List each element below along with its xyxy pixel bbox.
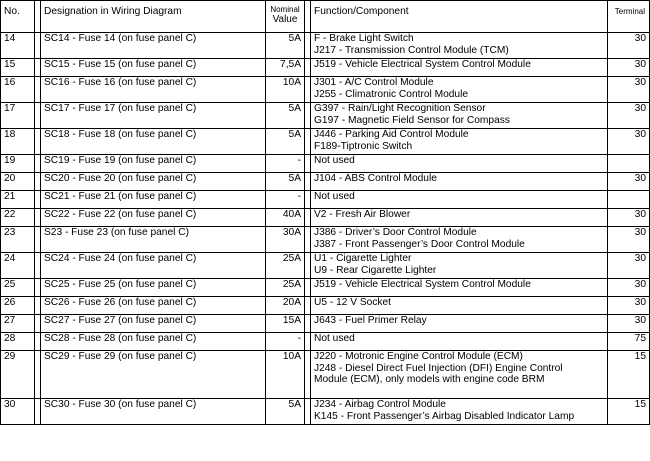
- function-line: U1 - Cigarette Lighter: [314, 253, 412, 264]
- row-terminal: 30: [608, 227, 650, 253]
- table-row: [1, 297, 650, 315]
- table-row: [1, 227, 650, 253]
- function-line: K145 - Front Passenger’s Airbag Disabled Indicator Lamp: [314, 410, 575, 422]
- row-function: [311, 155, 608, 173]
- row-nominal-value: 5A: [266, 103, 305, 129]
- row-nominal-value: 10A: [266, 77, 305, 103]
- row-designation: SC25 - Fuse 25 (on fuse panel C): [41, 279, 266, 297]
- row-terminal: [608, 155, 650, 173]
- row-number: 15: [1, 59, 35, 77]
- row-terminal: 30: [608, 173, 650, 191]
- row-terminal: 30: [608, 103, 650, 129]
- table-row: [1, 103, 650, 129]
- row-number: 26: [1, 297, 35, 315]
- row-number: 14: [1, 33, 35, 59]
- row-number: 21: [1, 191, 35, 209]
- function-line: G397 - Rain/Light Recognition Sensor: [314, 103, 486, 114]
- row-number: 30: [1, 399, 35, 425]
- function-line: Not used: [314, 155, 355, 166]
- row-nominal-value: 25A: [266, 253, 305, 279]
- function-line: J387 - Front Passenger’s Door Control Module: [314, 238, 525, 250]
- function-line: J248 - Diesel Direct Fuel Injection (DFI) Engine Control: [314, 362, 563, 374]
- row-terminal: 30: [608, 253, 650, 279]
- row-nominal-value: 10A: [266, 351, 305, 399]
- row-number: 16: [1, 77, 35, 103]
- row-terminal: 15: [608, 399, 650, 425]
- function-line: J643 - Fuel Primer Relay: [314, 315, 427, 326]
- function-line: J446 - Parking Aid Control Module: [314, 129, 469, 140]
- row-number: 19: [1, 155, 35, 173]
- function-line: Not used: [314, 333, 355, 344]
- row-number: 18: [1, 129, 35, 155]
- row-designation: SC28 - Fuse 28 (on fuse panel C): [41, 333, 266, 351]
- row-terminal: 30: [608, 297, 650, 315]
- row-number: 20: [1, 173, 35, 191]
- table-row: [1, 59, 650, 77]
- row-terminal: 30: [608, 59, 650, 77]
- row-number: 29: [1, 351, 35, 399]
- row-nominal-value: 20A: [266, 297, 305, 315]
- function-line: J217 - Transmission Control Module (TCM): [314, 44, 509, 56]
- row-terminal: 30: [608, 33, 650, 59]
- row-function: [311, 191, 608, 209]
- row-nominal-value: 30A: [266, 227, 305, 253]
- header-row: [1, 1, 650, 33]
- row-number: 27: [1, 315, 35, 333]
- table-row: [1, 333, 650, 351]
- row-terminal: 30: [608, 209, 650, 227]
- row-designation: SC26 - Fuse 26 (on fuse panel C): [41, 297, 266, 315]
- function-line: J519 - Vehicle Electrical System Control Module: [314, 279, 531, 290]
- header-terminal: Terminal: [608, 1, 650, 33]
- row-designation: SC16 - Fuse 16 (on fuse panel C): [41, 77, 266, 103]
- function-line: U5 - 12 V Socket: [314, 297, 392, 308]
- table-row: [1, 155, 650, 173]
- row-number: 24: [1, 253, 35, 279]
- function-line: F - Brake Light Switch: [314, 33, 414, 44]
- row-terminal: [608, 191, 650, 209]
- row-nominal-value: 5A: [266, 129, 305, 155]
- row-designation: SC27 - Fuse 27 (on fuse panel C): [41, 315, 266, 333]
- table-row: [1, 173, 650, 191]
- function-line: V2 - Fresh Air Blower: [314, 209, 411, 220]
- row-nominal-value: -: [266, 333, 305, 351]
- row-terminal: 30: [608, 315, 650, 333]
- row-terminal: 30: [608, 77, 650, 103]
- row-nominal-value: 15A: [266, 315, 305, 333]
- table-row: [1, 399, 650, 425]
- row-designation: SC30 - Fuse 30 (on fuse panel C): [41, 399, 266, 425]
- table-row: [1, 33, 650, 59]
- row-nominal-value: 25A: [266, 279, 305, 297]
- row-designation: SC17 - Fuse 17 (on fuse panel C): [41, 103, 266, 129]
- header-nominal: Nominal: [270, 5, 300, 14]
- header-function: Function/Component: [311, 1, 608, 33]
- row-function: [311, 33, 608, 59]
- row-nominal-value: 40A: [266, 209, 305, 227]
- row-designation: SC19 - Fuse 19 (on fuse panel C): [41, 155, 266, 173]
- row-designation: SC24 - Fuse 24 (on fuse panel C): [41, 253, 266, 279]
- row-function: [311, 399, 608, 425]
- row-function: [311, 77, 608, 103]
- row-designation: SC18 - Fuse 18 (on fuse panel C): [41, 129, 266, 155]
- row-function: [311, 315, 608, 333]
- function-line: J104 - ABS Control Module: [314, 173, 437, 184]
- table-row: [1, 129, 650, 155]
- row-function: [311, 59, 608, 77]
- row-function: [311, 103, 608, 129]
- table-row: [1, 279, 650, 297]
- row-function: [311, 333, 608, 351]
- header-nominal-value: [266, 1, 305, 33]
- row-nominal-value: -: [266, 155, 305, 173]
- row-number: 25: [1, 279, 35, 297]
- function-line: Not used: [314, 191, 355, 202]
- row-function: [311, 209, 608, 227]
- row-designation: SC14 - Fuse 14 (on fuse panel C): [41, 33, 266, 59]
- row-designation: SC20 - Fuse 20 (on fuse panel C): [41, 173, 266, 191]
- row-designation: SC29 - Fuse 29 (on fuse panel C): [41, 351, 266, 399]
- header-no: No.: [1, 1, 35, 33]
- function-line: J234 - Airbag Control Module: [314, 399, 446, 410]
- row-function: [311, 129, 608, 155]
- row-designation: SC15 - Fuse 15 (on fuse panel C): [41, 59, 266, 77]
- row-function: [311, 297, 608, 315]
- row-terminal: 30: [608, 279, 650, 297]
- function-line: U9 - Rear Cigarette Lighter: [314, 264, 437, 276]
- function-line: J301 - A/C Control Module: [314, 77, 434, 88]
- fuse-table-body: [1, 33, 650, 425]
- table-row: [1, 253, 650, 279]
- table-row: [1, 77, 650, 103]
- row-number: 17: [1, 103, 35, 129]
- function-line: J255 - Climatronic Control Module: [314, 88, 469, 100]
- row-nominal-value: 5A: [266, 399, 305, 425]
- row-number: 23: [1, 227, 35, 253]
- row-nominal-value: 5A: [266, 173, 305, 191]
- row-function: [311, 173, 608, 191]
- row-terminal: 75: [608, 333, 650, 351]
- function-line: F189-Tiptronic Switch: [314, 140, 413, 152]
- function-line: J386 - Driver’s Door Control Module: [314, 227, 477, 238]
- row-number: 22: [1, 209, 35, 227]
- row-terminal: 15: [608, 351, 650, 399]
- header-value: Value: [272, 14, 298, 25]
- row-function: [311, 227, 608, 253]
- function-line: J220 - Motronic Engine Control Module (ECM): [314, 351, 523, 362]
- row-nominal-value: 5A: [266, 33, 305, 59]
- row-number: 28: [1, 333, 35, 351]
- row-designation: S23 - Fuse 23 (on fuse panel C): [41, 227, 266, 253]
- function-line: J519 - Vehicle Electrical System Control Module: [314, 59, 531, 70]
- header-designation: Designation in Wiring Diagram: [41, 1, 266, 33]
- row-nominal-value: -: [266, 191, 305, 209]
- table-row: [1, 209, 650, 227]
- row-function: [311, 351, 608, 399]
- row-function: [311, 279, 608, 297]
- function-line: Module (ECM), only models with engine code BRM: [314, 374, 545, 386]
- function-line: G197 - Magnetic Field Sensor for Compass: [314, 114, 510, 126]
- row-terminal: 30: [608, 129, 650, 155]
- table-row: [1, 351, 650, 399]
- table-row: [1, 191, 650, 209]
- row-designation: SC22 - Fuse 22 (on fuse panel C): [41, 209, 266, 227]
- table-row: [1, 315, 650, 333]
- row-nominal-value: 7,5A: [266, 59, 305, 77]
- row-function: [311, 253, 608, 279]
- row-designation: SC21 - Fuse 21 (on fuse panel C): [41, 191, 266, 209]
